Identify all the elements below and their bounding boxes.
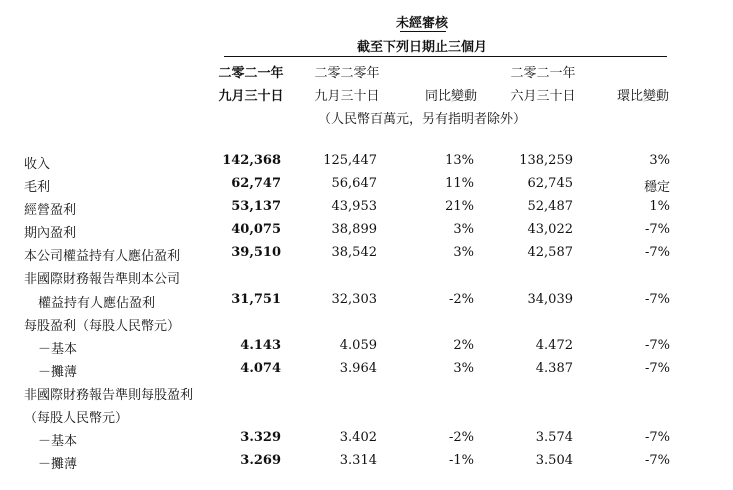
unit-note: （人民幣百萬元，另有指明者除外） — [317, 112, 527, 127]
cell-col3: 3% — [453, 222, 474, 237]
cell-col2: 56,647 — [331, 176, 377, 191]
cell-col2: 38,899 — [331, 222, 377, 237]
row-label: －基本 — [38, 342, 78, 357]
cell-col2: 3.964 — [339, 361, 377, 376]
cell-col4: 4.472 — [535, 338, 573, 353]
cell-col5: -7% — [644, 338, 670, 353]
cell-col1: 39,510 — [231, 245, 281, 260]
header-rule — [224, 56, 667, 57]
col1-header-year: 二零二一年 — [218, 66, 284, 81]
cell-col3: 11% — [445, 176, 474, 191]
table-subtitle: 截至下列日期止三個月 — [356, 40, 488, 55]
cell-col3: 3% — [453, 361, 474, 376]
row-label: 經營盈利 — [24, 203, 77, 218]
cell-col1: 40,075 — [231, 222, 281, 237]
cell-col5: -7% — [644, 222, 670, 237]
row-label: （每股人民幣元） — [24, 411, 129, 426]
col2-header-year: 二零二零年 — [314, 66, 380, 81]
cell-col4: 138,259 — [519, 153, 573, 168]
row-label: 本公司權益持有人應佔盈利 — [24, 249, 181, 264]
cell-col2: 32,303 — [331, 292, 377, 307]
cell-col1: 62,747 — [231, 176, 281, 191]
cell-col1: 3.329 — [240, 430, 281, 445]
row-label: －基本 — [38, 434, 78, 449]
cell-col3: -2% — [448, 292, 474, 307]
cell-col5: -7% — [644, 430, 670, 445]
col2-header-date: 九月三十日 — [314, 89, 380, 104]
cell-col2: 38,542 — [331, 245, 377, 260]
cell-col1: 142,368 — [222, 153, 281, 168]
cell-col4: 43,022 — [527, 222, 573, 237]
cell-col4: 34,039 — [527, 292, 573, 307]
cell-col2: 125,447 — [323, 153, 377, 168]
col5-header: 環比變動 — [616, 89, 670, 104]
cell-col5: -7% — [644, 245, 670, 260]
title-underline — [400, 31, 446, 32]
cell-col2: 43,953 — [331, 199, 377, 214]
cell-col5: 穩定 — [643, 180, 670, 195]
cell-col4: 62,745 — [527, 176, 573, 191]
row-label: 非國際財務報告準則每股盈利 — [24, 388, 194, 403]
col1-header-date: 九月三十日 — [218, 89, 284, 104]
cell-col3: 21% — [445, 199, 474, 214]
row-label: 期內盈利 — [24, 226, 77, 241]
cell-col4: 4.387 — [535, 361, 573, 376]
cell-col5: -7% — [644, 292, 670, 307]
cell-col2: 4.059 — [339, 338, 377, 353]
cell-col4: 3.504 — [535, 453, 573, 468]
cell-col3: 2% — [453, 338, 474, 353]
row-label: 每股盈利（每股人民幣元） — [24, 319, 181, 334]
cell-col5: -7% — [644, 453, 670, 468]
cell-col4: 3.574 — [535, 430, 573, 445]
cell-col1: 4.074 — [240, 361, 281, 376]
cell-col2: 3.314 — [339, 453, 377, 468]
cell-col3: -1% — [448, 453, 474, 468]
cell-col3: 13% — [445, 153, 474, 168]
row-label: 非國際財務報告準則本公司 — [24, 272, 181, 287]
row-label: 毛利 — [24, 180, 51, 195]
cell-col3: 3% — [453, 245, 474, 260]
row-label: －攤薄 — [38, 457, 78, 472]
col3-header: 同比變動 — [424, 89, 478, 104]
cell-col4: 42,587 — [527, 245, 573, 260]
cell-col5: -7% — [644, 361, 670, 376]
cell-col5: 3% — [649, 153, 670, 168]
cell-col1: 53,137 — [231, 199, 281, 214]
cell-col5: 1% — [649, 199, 670, 214]
row-label: －攤薄 — [38, 365, 78, 380]
row-label: 權益持有人應佔盈利 — [38, 296, 156, 311]
row-label: 收入 — [24, 157, 51, 172]
col4-header-year: 二零二一年 — [510, 66, 576, 81]
cell-col4: 52,487 — [527, 199, 573, 214]
cell-col1: 31,751 — [231, 292, 281, 307]
cell-col3: -2% — [448, 430, 474, 445]
cell-col1: 3.269 — [240, 453, 281, 468]
table-title: 未經審核 — [395, 16, 449, 31]
cell-col2: 3.402 — [339, 430, 377, 445]
col4-header-date: 六月三十日 — [510, 89, 576, 104]
cell-col1: 4.143 — [240, 338, 281, 353]
